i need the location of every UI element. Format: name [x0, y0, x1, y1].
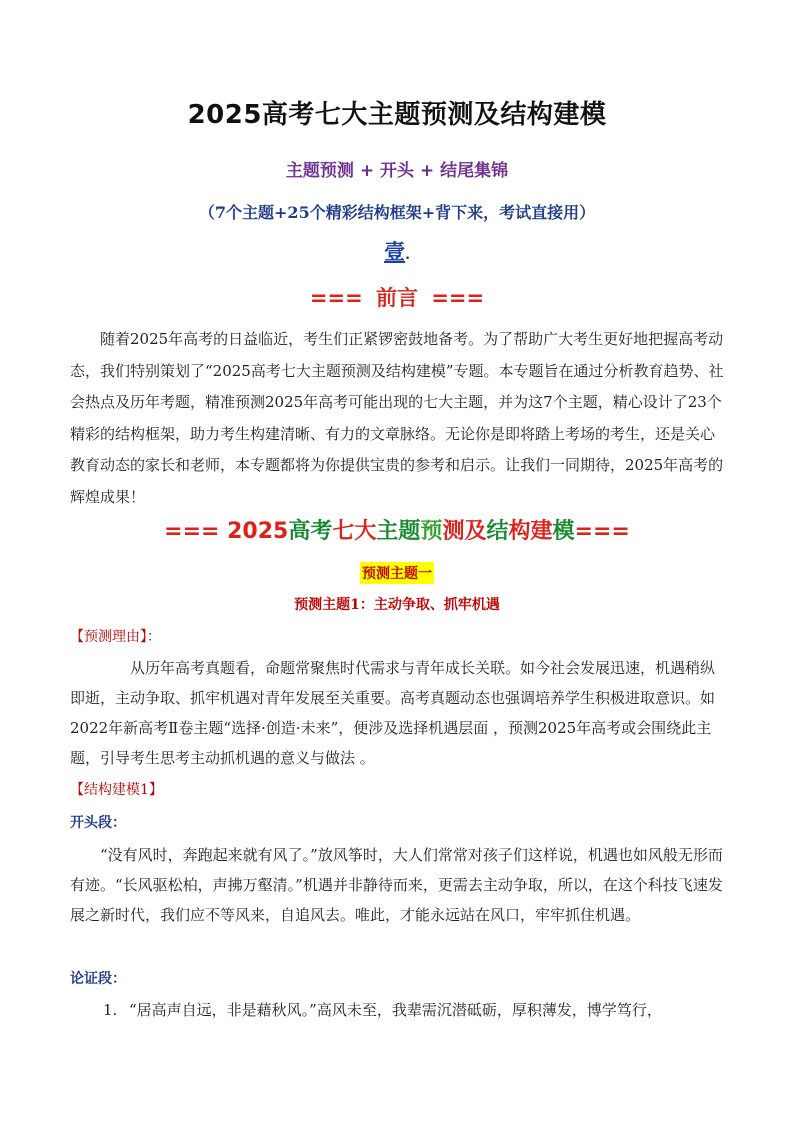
list-item-number: 1. [103, 1001, 118, 1019]
series-part-year: 2025 [227, 519, 289, 544]
series-part: 建 [530, 519, 553, 544]
series-part: 预 [420, 519, 443, 544]
structure-label: 【结构建模1】 [70, 782, 163, 798]
series-part: 构 [508, 519, 531, 544]
series-part: 及 [464, 519, 487, 544]
section-mark [0, 236, 794, 266]
argument-label: 论证段： [70, 971, 126, 987]
section-mark-suffix: . [405, 247, 410, 263]
opening-label: 开头段： [70, 815, 126, 831]
list-item [103, 1000, 733, 1020]
foreword-heading [0, 282, 794, 312]
topic-badge: 预测主题一 [360, 562, 434, 584]
section-mark-glyph: 壹 [384, 239, 406, 264]
document-subtitle: 主题预测 + 开头 + 结尾集锦 [285, 161, 509, 181]
series-heading [0, 514, 794, 545]
foreword-title: 前言 [376, 286, 418, 310]
document-title: 2025高考七大主题预测及结构建模 [187, 100, 607, 130]
series-part: 结 [486, 519, 509, 544]
series-part: 测 [442, 519, 465, 544]
foreword-deco-left: === [309, 286, 363, 310]
reason-label: 【预测理由】： [70, 629, 161, 645]
document-note: （7个主题+25个精彩结构框架+背下来，考试直接用） [198, 203, 596, 222]
opening-body: “没有风时，奔跑起来就有风了。”放风筝时，大人们常常对孩子们这样说，机遇也如风般无形而有迹。“长风驱松柏，声拂万壑清。”机遇并非静待而来，更需去主动争取，所以，在这个科技飞速发展之新时代，我们应不等风来，自追风去。唯此，才能永远站在风口，牢牢抓住机遇。 [70, 846, 723, 924]
reason-body: 从历年高考真题看，命题常聚焦时代需求与青年成长关联。如今社会发展迅速，机遇稍纵即逝，主动争取、抓牢机遇对青年发展至关重要。高考真题动态也强调培养学生积极进取意识。如2022年新高考Ⅱ卷主题“选择·创造·未来”，便涉及选择机遇层面 ，预测2025年高考或会围绕此主题，引导考生思考主动抓机遇的意义与做法 。 [70, 659, 716, 767]
foreword-body: 随着2025年高考的日益临近，考生们正紧锣密鼓地备考。为了帮助广大考生更好地把握高考动态，我们特别策划了“2025高考七大主题预测及结构建模”专题。本专题旨在通过分析教育趋势、社会热点及历年考题，精准预测2025年高考可能出现的七大主题，并为这7个主题，精心设计了23个精彩的结构框架，助力考生构建清晰、有力的文章脉络。无论你是即将踏上考场的考生，还是关心教育动态的家长和老师，本专题都将为你提供宝贵的参考和启示。让我们一同期待，2025年高考的辉煌成果！ [70, 330, 724, 506]
series-part: 主题 [376, 519, 421, 544]
list-item-text: “居高声自远，非是藉秋风。”高风未至，我辈需沉潜砥砺，厚积薄发，博学笃行， [129, 1001, 662, 1019]
series-deco-left: === [164, 519, 220, 544]
series-part: 高考 [288, 519, 333, 544]
series-deco-right: === [574, 519, 630, 544]
topic-badge-wrap [0, 562, 794, 584]
topic-title: 预测主题1：主动争取、抓牢机遇 [294, 597, 500, 613]
foreword-deco-right: === [431, 286, 485, 310]
series-part: 七 [332, 519, 355, 544]
series-part: 大 [354, 519, 377, 544]
series-part: 模 [552, 519, 575, 544]
